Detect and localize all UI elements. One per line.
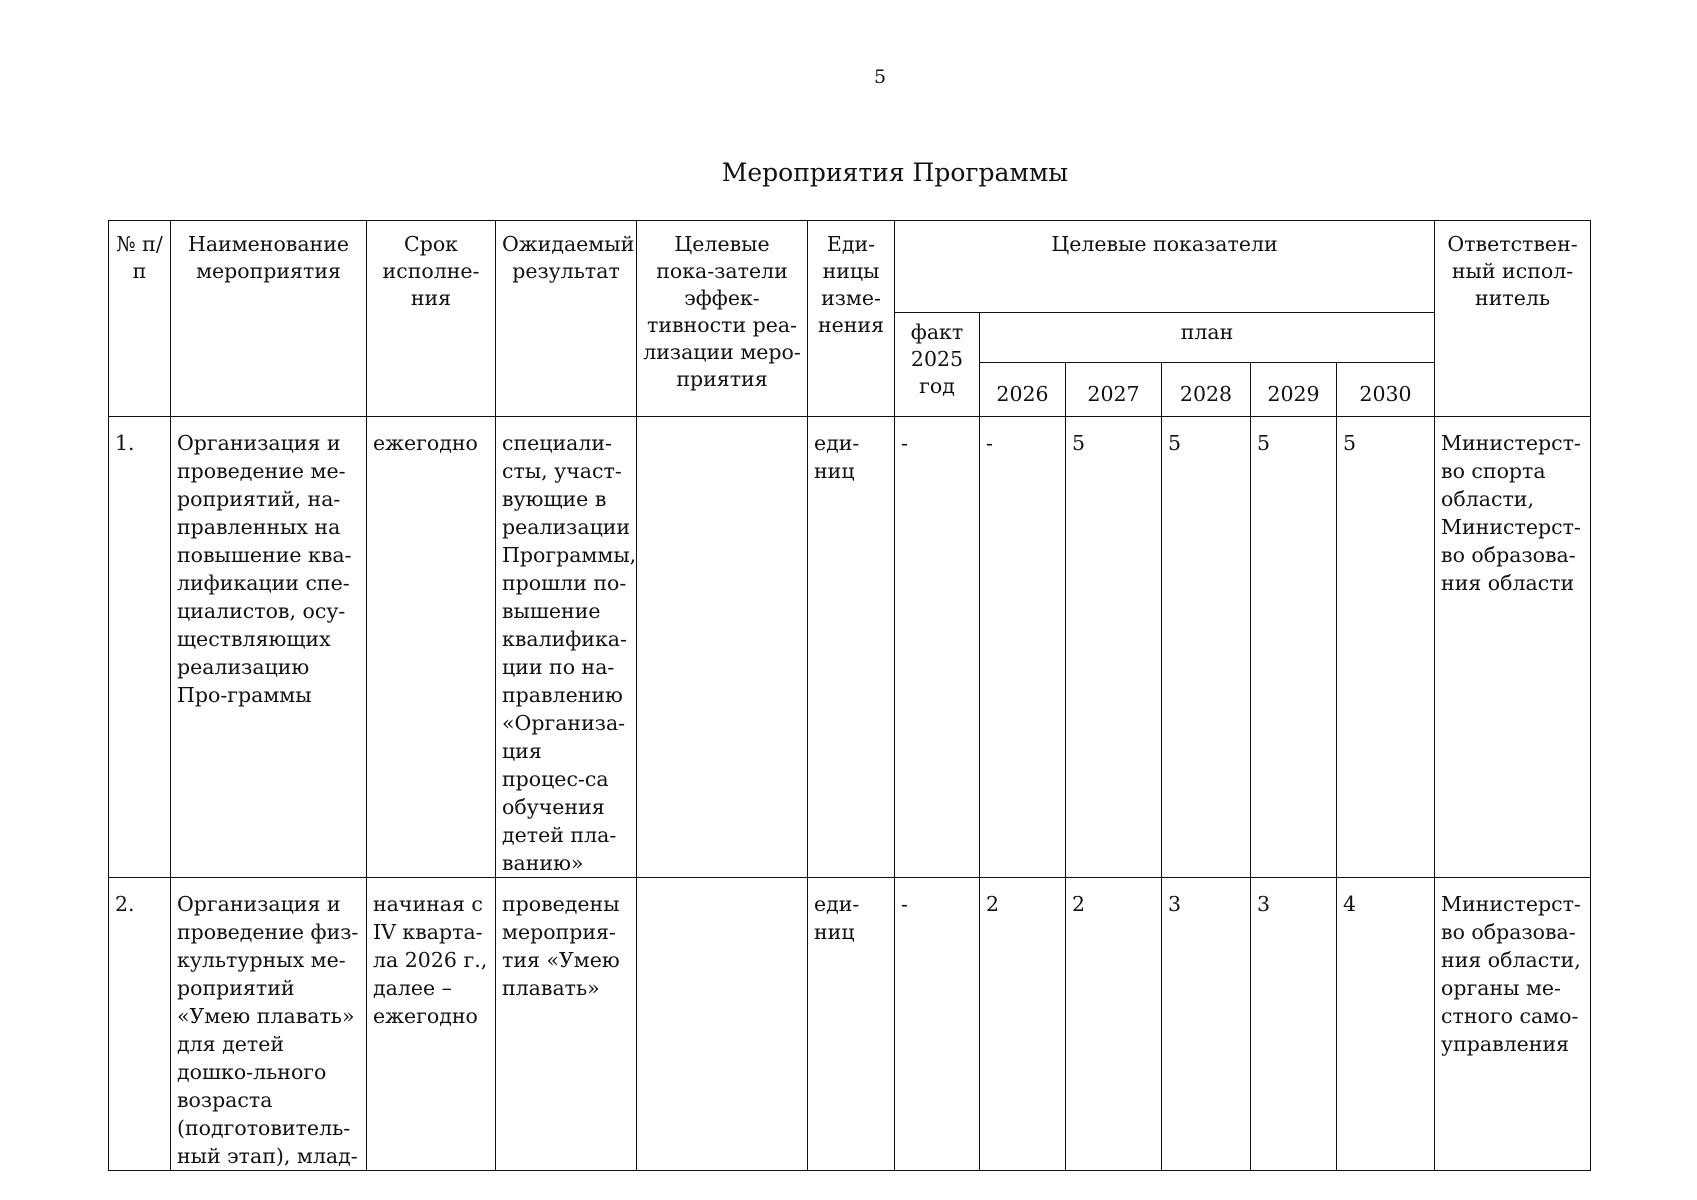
header-responsible: Ответствен-ный испол-нитель: [1435, 221, 1591, 417]
cell-responsible: Министерст-во спорта области, Министерст-во образова-ния области: [1435, 417, 1591, 878]
cell-plan: 3: [1162, 878, 1251, 1171]
cell-plan: 2: [980, 878, 1066, 1171]
cell-plan: 5: [1162, 417, 1251, 878]
cell-name: Организация и проведение физ-культурных ме-роприятий «Умею плавать» для детей дошко-льного возраста (подготовитель-ный этап), млад-: [171, 878, 367, 1171]
cell-plan: 5: [1337, 417, 1435, 878]
header-year: 2029: [1251, 363, 1337, 417]
cell-fact: -: [895, 878, 980, 1171]
cell-result: специали-сты, участ-вующие в реализации Программы, прошли по-вышение квалифика-ции по на-правлению «Организа-ция процес-са обучения детей пла-ванию»: [496, 417, 637, 878]
header-units: Еди-ницы изме-нения: [808, 221, 895, 417]
cell-fact: -: [895, 417, 980, 878]
cell-num: 2.: [109, 878, 171, 1171]
cell-plan: -: [980, 417, 1066, 878]
cell-plan: 3: [1251, 878, 1337, 1171]
header-result: Ожидаемый результат: [496, 221, 637, 417]
cell-num: 1.: [109, 417, 171, 878]
cell-responsible: Министерст-во образова-ния области, органы ме-стного само-управления: [1435, 878, 1591, 1171]
cell-unit: еди-ниц: [808, 417, 895, 878]
header-year: 2027: [1066, 363, 1162, 417]
cell-name: Организация и проведение ме-роприятий, на-правленных на повышение ква-лификации спе-циалистов, осу-ществляющих реализацию Про-граммы: [171, 417, 367, 878]
cell-term: ежегодно: [367, 417, 496, 878]
cell-plan: 4: [1337, 878, 1435, 1171]
cell-indicator: [637, 878, 808, 1171]
cell-plan: 5: [1066, 417, 1162, 878]
program-events-table: [108, 220, 1591, 1171]
cell-result: проведены мероприя-тия «Умею плавать»: [496, 878, 637, 1171]
cell-indicator: [637, 417, 808, 878]
cell-term: начиная с IV кварта-ла 2026 г., далее – ежегодно: [367, 878, 496, 1171]
table-row: [109, 417, 1591, 878]
header-name: Наименование мероприятия: [171, 221, 367, 417]
document-title: Мероприятия Программы: [721, 158, 1069, 187]
header-targets: Целевые показатели: [895, 221, 1435, 313]
table-row: [109, 878, 1591, 1171]
cell-plan: 2: [1066, 878, 1162, 1171]
header-year: 2030: [1337, 363, 1435, 417]
header-indicators: Целевые пока-затели эффек-тивности реа-лизации меро-приятия: [637, 221, 808, 417]
header-year: 2028: [1162, 363, 1251, 417]
header-num: № п/п: [109, 221, 171, 417]
header-year: 2026: [980, 363, 1066, 417]
page-number: 5: [873, 66, 887, 88]
header-term: Срок исполне-ния: [367, 221, 496, 417]
cell-unit: еди-ниц: [808, 878, 895, 1171]
header-fact: факт 2025 год: [895, 313, 980, 417]
header-plan: план: [980, 313, 1435, 363]
cell-plan: 5: [1251, 417, 1337, 878]
